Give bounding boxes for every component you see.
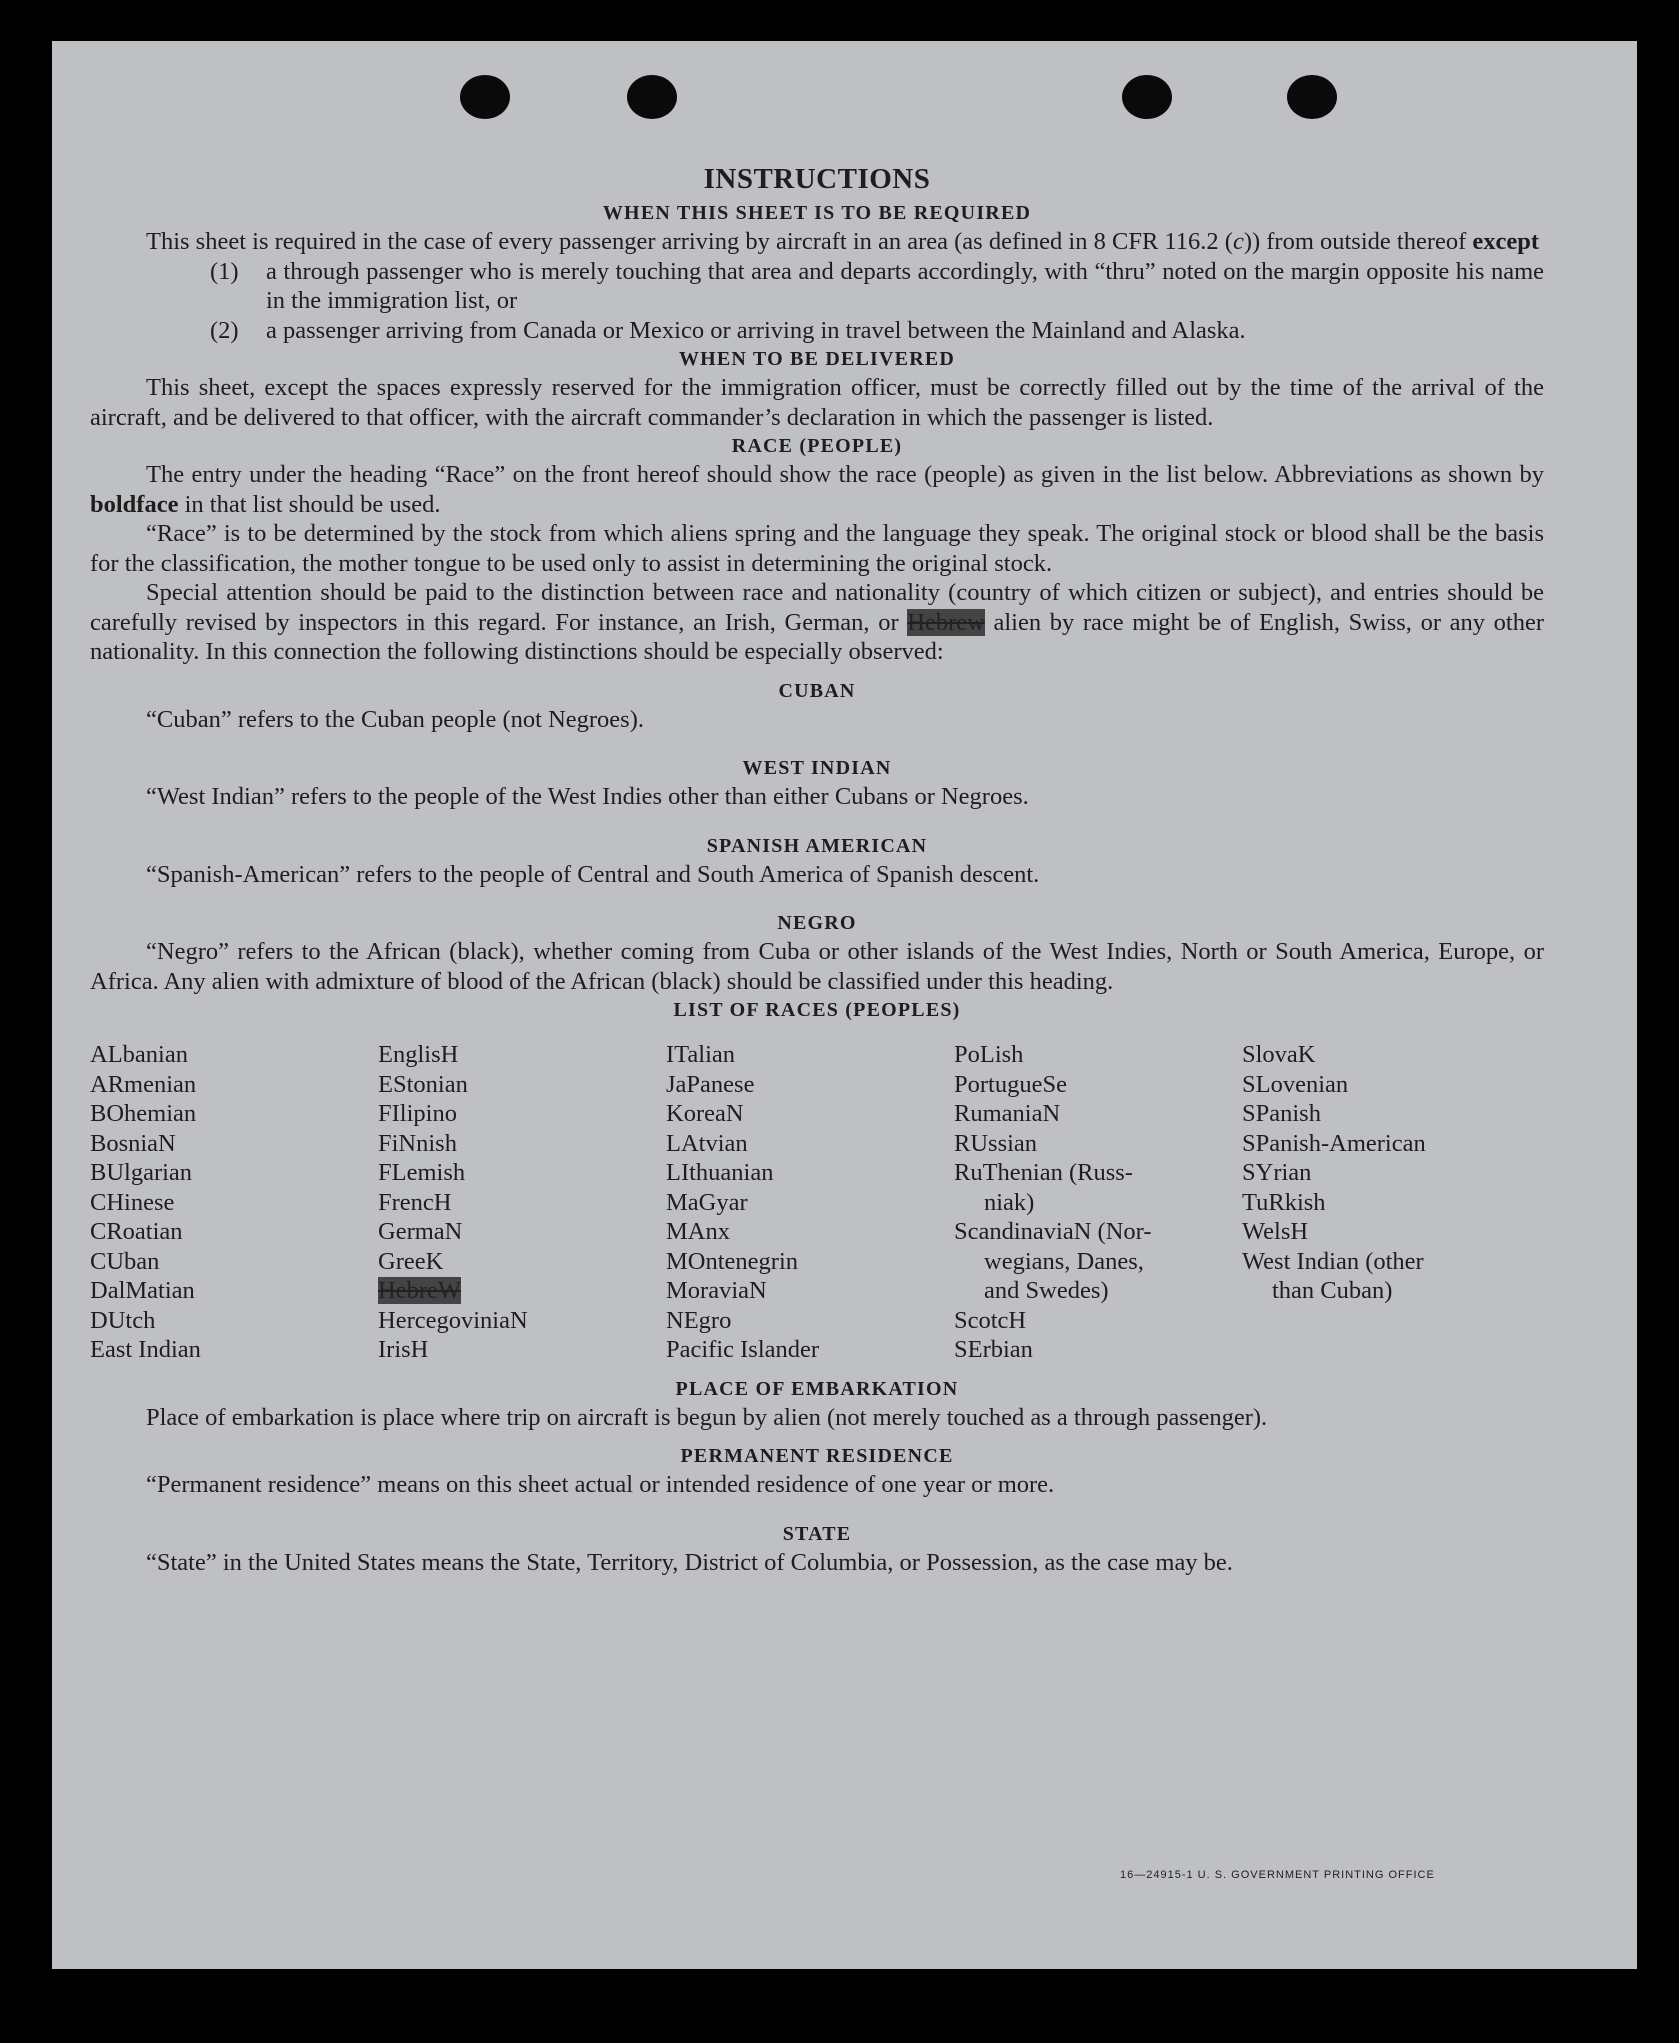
heading-required: WHEN THIS SHEET IS TO BE REQUIRED [602, 202, 1032, 224]
heading-delivered: WHEN TO BE DELIVERED [678, 348, 956, 370]
race-p1-bold: boldface [90, 490, 179, 518]
race-entry: Pacific Islander [666, 1336, 820, 1363]
races-list [90, 1040, 1544, 1365]
race-entry: SErbian [954, 1336, 1033, 1363]
heading-negro: NEGRO [777, 912, 857, 934]
required-intro-text-2: )) from outside thereof [1243, 228, 1473, 255]
item-text: a through passenger who is merely touching that area and departs accordingly, with “thru” noted on the margin opposite his name in the immigration list, or [266, 257, 1544, 314]
race-entry: GreeK [378, 1247, 444, 1275]
item-text: a passenger arriving from Canada or Mexico or arriving in travel between the Mainland and Alaska. [266, 316, 1246, 344]
printer-footer: 16—24915-1 U. S. GOVERNMENT PRINTING OFFICE [1120, 1869, 1435, 1881]
race-entry-struck [378, 1276, 666, 1306]
delivered-text: This sheet, except the spaces expressly reserved for the immigration officer, must be correctly filled out by the time of the arrival of the aircraft, and be delivered to that officer, with the aircraft commander’s declaration in which the passenger is listed. [90, 374, 1544, 431]
race-entry: EStonian [378, 1070, 468, 1098]
spanish-american-text: “Spanish-American” refers to the people of Central and South America of Spanish descent. [146, 860, 1040, 888]
race-entry: SPanish-American [1242, 1129, 1426, 1157]
races-column [954, 1040, 1242, 1365]
instruction-sheet [52, 41, 1637, 1969]
race-paragraph-2: “Race” is to be determined by the stock from which aliens spring and the language they speak. The original stock or blood shall be the basis for the classification, the mother tongue to be used only to assist in determining the original stock. [90, 520, 1544, 577]
race-paragraph-3 [90, 578, 1544, 667]
race-entry: West Indian (other [1242, 1247, 1424, 1275]
race-entry: EnglisH [378, 1041, 459, 1068]
race-entry: GermaN [378, 1218, 463, 1245]
race-entry: SlovaK [1242, 1041, 1316, 1068]
required-intro-c: c [1232, 228, 1244, 255]
required-intro-text: This sheet is required in the case of every passenger arriving by aircraft in an area (as defined in 8 CFR 116.2 ( [146, 228, 1233, 255]
race-entry: niak) [984, 1188, 1035, 1216]
race-entry: SYrian [1242, 1159, 1312, 1186]
punch-hole [627, 75, 677, 119]
race-entry: RumaniaN [954, 1100, 1061, 1127]
west-indian-text: “West Indian” refers to the people of the West Indies other than either Cubans or Negroes. [146, 783, 1029, 810]
instructions-content [90, 161, 1544, 1577]
race-entry: ARmenian [90, 1070, 197, 1098]
state-text: “State” in the United States means the State, Territory, District of Columbia, or Possession, as the case may be. [146, 1548, 1233, 1576]
race-entry: LAtvian [666, 1129, 748, 1157]
race-entry: ALbanian [90, 1041, 188, 1068]
race-p1-text-2: in that list should be used. [178, 490, 441, 518]
item-number: (1) [210, 257, 239, 285]
race-entry: BOhemian [90, 1100, 197, 1127]
struck-word: HebreW [378, 1277, 461, 1304]
cuban-text: “Cuban” refers to the Cuban people (not Negroes). [146, 705, 644, 733]
race-entry: WelsH [1242, 1218, 1309, 1245]
race-entry: RuThenian (Russ- [954, 1159, 1133, 1186]
heading-embarkation: PLACE OF EMBARKATION [675, 1377, 959, 1400]
required-except: except [1472, 228, 1540, 255]
race-entry: BosniaN [90, 1129, 176, 1157]
race-entry: wegians, Danes, [984, 1247, 1144, 1275]
race-entry: HercegoviniaN [378, 1306, 528, 1334]
embarkation-text: Place of embarkation is place where trip on aircraft is begun by alien (not merely touched as a through passenger). [146, 1403, 1268, 1431]
heading-state: STATE [782, 1522, 852, 1545]
list-item [210, 257, 1544, 316]
race-entry: LIthuanian [666, 1159, 774, 1186]
race-entry: than Cuban) [1272, 1277, 1393, 1304]
struck-word: Hebrew [907, 608, 985, 636]
heading-residence: PERMANENT RESIDENCE [680, 1445, 954, 1467]
races-column [1242, 1040, 1530, 1365]
race-entry: PortugueSe [954, 1070, 1067, 1098]
race-entry: SLovenian [1242, 1070, 1349, 1098]
race-p3-text: Special attention should be paid to the distinction between race and nationality (country of which citizen or subject), and entries should be carefully revised by inspectors in this regard. For instance, an Irish, German, or [90, 579, 1544, 636]
race-entry: MaGyar [666, 1188, 748, 1216]
race-entry: ScotcH [954, 1306, 1027, 1334]
race-entry: CUban [90, 1247, 160, 1275]
punch-hole [1122, 75, 1172, 119]
races-column [378, 1040, 666, 1365]
heading-race: RACE (PEOPLE) [731, 435, 903, 457]
race-entry: FiNnish [378, 1129, 457, 1157]
race-paragraph-1 [90, 460, 1544, 519]
negro-text: “Negro” refers to the African (black), whether coming from Cuba or other islands of the West Indies, North or South America, Europe, or Africa. Any alien with admixture of blood of the African (black) should be classified under this heading. [90, 938, 1544, 995]
race-entry: East Indian [90, 1336, 201, 1363]
list-item [210, 316, 1544, 346]
race-entry: BUlgarian [90, 1159, 193, 1186]
race-entry: and Swedes) [984, 1277, 1109, 1304]
race-entry: NEgro [666, 1306, 732, 1334]
race-entry: FrencH [378, 1188, 452, 1216]
race-entry: ITalian [666, 1041, 736, 1068]
race-p3-text-2: alien by race might be of English, Swiss, or any other nationality. In this connection the following distinctions should be especially observed: [90, 608, 1544, 665]
race-p1-text: The entry under the heading “Race” on the front hereof should show the race (people) as given in the list below. Abbreviations as shown by [146, 461, 1544, 488]
race-entry: KoreaN [666, 1100, 744, 1127]
races-column [666, 1040, 954, 1365]
race-entry: CRoatian [90, 1218, 183, 1245]
race-entry: ScandinaviaN (Nor- [954, 1218, 1152, 1245]
punch-hole [460, 75, 510, 119]
punch-hole [1287, 75, 1337, 119]
race-entry: JaPanese [666, 1070, 755, 1098]
required-intro [90, 227, 1544, 257]
race-entry: FLemish [378, 1159, 466, 1186]
race-entry: FIlipino [378, 1100, 457, 1127]
heading-spanish-american: SPANISH AMERICAN [706, 834, 928, 857]
race-entry: IrisH [378, 1336, 429, 1363]
race-entry: MoraviaN [666, 1277, 767, 1304]
heading-list-of-races: LIST OF RACES (PEOPLES) [673, 999, 961, 1021]
item-number: (2) [210, 316, 239, 344]
residence-text: “Permanent residence” means on this sheet actual or intended residence of one year or more. [146, 1471, 1055, 1498]
race-entry: MAnx [666, 1218, 730, 1245]
heading-cuban: CUBAN [778, 679, 856, 702]
race-entry: RUssian [954, 1129, 1038, 1157]
race-entry: TuRkish [1242, 1188, 1326, 1216]
race-entry: DUtch [90, 1306, 156, 1334]
races-column [90, 1040, 378, 1365]
race-entry: PoLish [954, 1041, 1024, 1068]
race-entry: DalMatian [90, 1277, 195, 1304]
race-entry: MOntenegrin [666, 1247, 798, 1275]
race-entry: SPanish [1242, 1100, 1321, 1127]
race-entry: CHinese [90, 1188, 175, 1216]
heading-west-indian: WEST INDIAN [742, 757, 892, 779]
page-title: INSTRUCTIONS [703, 163, 931, 195]
